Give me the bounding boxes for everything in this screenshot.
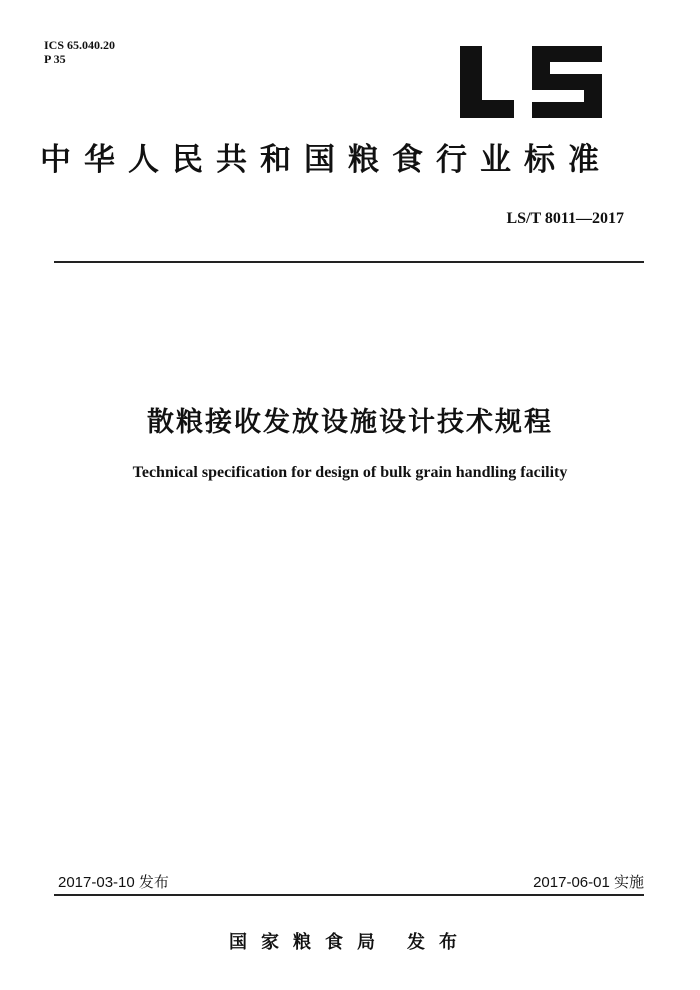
issue-date: 2017-03-10 发布 — [58, 874, 169, 891]
footer-divider — [54, 894, 644, 896]
publisher-name: 国家粮食局 — [229, 932, 389, 953]
document-title-english: Technical specification for design of bulk grain handling facility — [132, 464, 568, 481]
ls-logo — [458, 44, 604, 120]
ls-logo-mark — [458, 44, 604, 120]
publisher-action: 发布 — [407, 932, 471, 953]
implementation-date: 2017-06-01 实施 — [533, 874, 644, 891]
ccs-code: P 35 — [44, 52, 66, 66]
document-title-chinese: 散粮接收发放设施设计技术规程 — [147, 407, 553, 438]
standard-number: LS/T 8011—2017 — [506, 210, 624, 227]
classification-codes — [44, 38, 115, 66]
organization-title: 中华人民共和国粮食行业标准 — [40, 142, 612, 178]
header-divider — [54, 261, 644, 263]
ics-code: ICS 65.040.20 — [44, 38, 116, 52]
publisher — [0, 928, 700, 954]
